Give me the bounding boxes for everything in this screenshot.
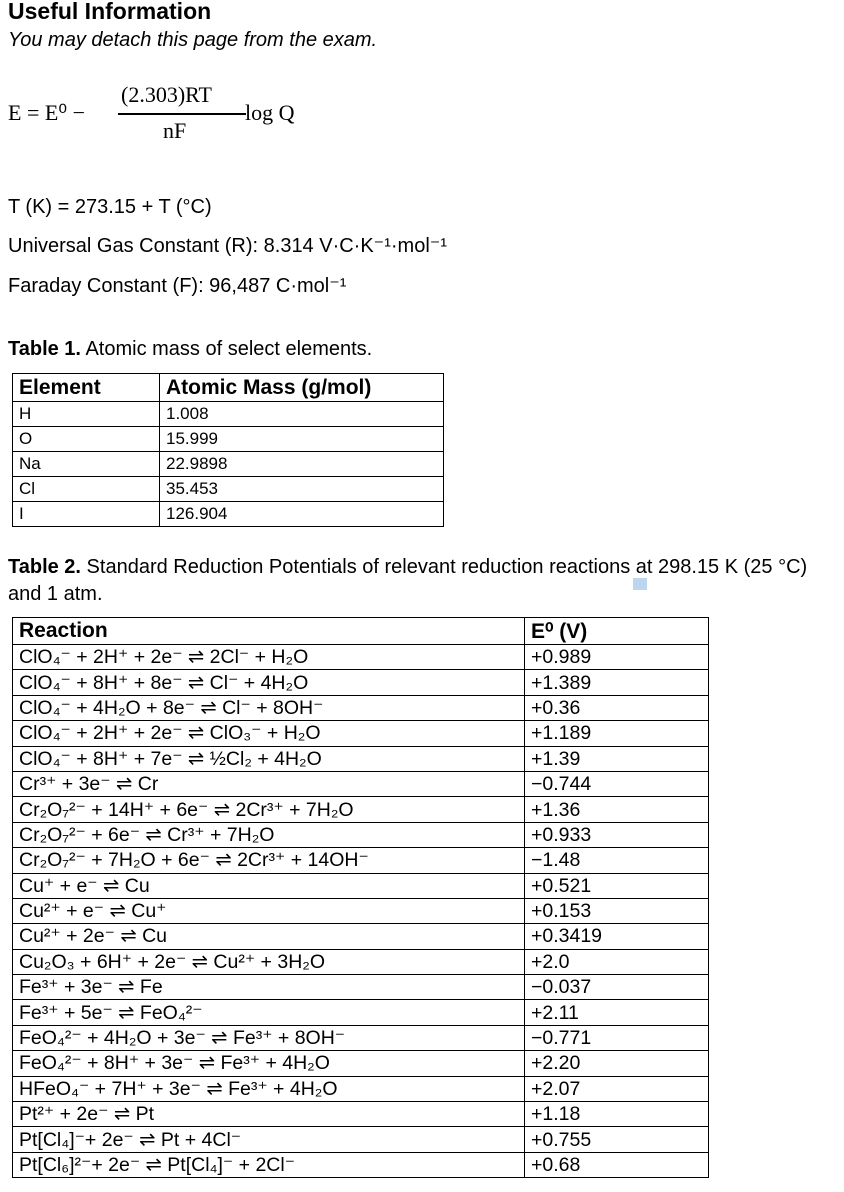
reduction-table-body bbox=[13, 645, 709, 1178]
column-header-atomic-mass: Atomic Mass (g/mol) bbox=[160, 374, 444, 402]
table-row bbox=[13, 427, 444, 452]
table-row bbox=[13, 502, 444, 527]
potential-cell: +0.989 bbox=[525, 645, 709, 670]
potential-cell: +1.389 bbox=[525, 670, 709, 695]
table-row bbox=[13, 848, 709, 873]
potential-cell: +0.36 bbox=[525, 695, 709, 720]
element-cell: Na bbox=[13, 452, 160, 477]
reaction-cell: Pt[Cl₄]⁻+ 2e⁻ ⇌ Pt + 4Cl⁻ bbox=[13, 1127, 525, 1152]
potential-cell: +1.39 bbox=[525, 746, 709, 771]
potential-cell: +0.68 bbox=[525, 1152, 709, 1177]
element-cell: Cl bbox=[13, 477, 160, 502]
potential-cell: +2.07 bbox=[525, 1076, 709, 1101]
table-row bbox=[13, 898, 709, 923]
reaction-cell: ClO₄⁻ + 4H₂O + 8e⁻ ⇌ Cl⁻ + 8OH⁻ bbox=[13, 695, 525, 720]
potential-cell: −0.744 bbox=[525, 771, 709, 796]
reaction-cell: Fe³⁺ + 5e⁻ ⇌ FeO₄²⁻ bbox=[13, 1000, 525, 1025]
potential-cell: +0.521 bbox=[525, 873, 709, 898]
reaction-cell: Fe³⁺ + 3e⁻ ⇌ Fe bbox=[13, 975, 525, 1000]
page-subtitle: You may detach this page from the exam. bbox=[8, 29, 378, 51]
equation-log-term: log Q bbox=[245, 100, 295, 125]
potential-cell: +2.11 bbox=[525, 1000, 709, 1025]
mass-cell: 15.999 bbox=[160, 427, 444, 452]
table2-caption-label: Table 2. bbox=[8, 556, 81, 578]
reaction-cell: FeO₄²⁻ + 4H₂O + 3e⁻ ⇌ Fe³⁺ + 8OH⁻ bbox=[13, 1025, 525, 1050]
reduction-potentials-table bbox=[12, 617, 709, 1178]
mass-cell: 22.9898 bbox=[160, 452, 444, 477]
column-header-reaction: Reaction bbox=[13, 618, 525, 645]
table-row bbox=[13, 1102, 709, 1127]
column-header-e0: E⁰ (V) bbox=[525, 618, 709, 645]
table-row bbox=[13, 873, 709, 898]
table1-caption-label: Table 1. bbox=[8, 338, 81, 360]
equation-denominator: nF bbox=[163, 118, 187, 143]
reaction-cell: HFeO₄⁻ + 7H⁺ + 3e⁻ ⇌ Fe³⁺ + 4H₂O bbox=[13, 1076, 525, 1101]
table2-caption-text: Standard Reduction Potentials of relevant reduction reactions at 298.15 K (25 °C) and 1 atm. bbox=[8, 556, 808, 605]
potential-cell: −0.037 bbox=[525, 975, 709, 1000]
atomic-mass-table bbox=[12, 373, 444, 527]
table1-caption bbox=[8, 338, 372, 361]
temperature-conversion: T (K) = 273.15 + T (°C) bbox=[8, 196, 212, 218]
table-row bbox=[13, 1127, 709, 1152]
table-row bbox=[13, 924, 709, 949]
fraction-bar bbox=[118, 113, 246, 115]
potential-cell: +0.755 bbox=[525, 1127, 709, 1152]
potential-cell: +2.0 bbox=[525, 949, 709, 974]
cursor-highlight-marker bbox=[633, 578, 647, 590]
potential-cell: +1.36 bbox=[525, 797, 709, 822]
column-header-element: Element bbox=[13, 374, 160, 402]
table-row bbox=[13, 402, 444, 427]
table-row bbox=[13, 1025, 709, 1050]
table-row bbox=[13, 477, 444, 502]
reaction-cell: Pt²⁺ + 2e⁻ ⇌ Pt bbox=[13, 1102, 525, 1127]
gas-constant: Universal Gas Constant (R): 8.314 V·C·K⁻¹·mol⁻¹ bbox=[8, 235, 448, 257]
table1-caption-text: Atomic mass of select elements. bbox=[81, 338, 373, 360]
nernst-equation bbox=[8, 80, 338, 150]
potential-cell: −1.48 bbox=[525, 848, 709, 873]
equation-numerator: (2.303)RT bbox=[121, 82, 212, 107]
potential-cell: +1.18 bbox=[525, 1102, 709, 1127]
element-cell: H bbox=[13, 402, 160, 427]
potential-cell: +2.20 bbox=[525, 1051, 709, 1076]
element-cell: I bbox=[13, 502, 160, 527]
potential-cell: +0.933 bbox=[525, 822, 709, 847]
reaction-cell: ClO₄⁻ + 2H⁺ + 2e⁻ ⇌ 2Cl⁻ + H₂O bbox=[13, 645, 525, 670]
table-row bbox=[13, 949, 709, 974]
reaction-cell: Cu²⁺ + 2e⁻ ⇌ Cu bbox=[13, 924, 525, 949]
reaction-cell: Cr₂O₇²⁻ + 14H⁺ + 6e⁻ ⇌ 2Cr³⁺ + 7H₂O bbox=[13, 797, 525, 822]
table-row bbox=[13, 797, 709, 822]
table-header-row bbox=[13, 374, 444, 402]
potential-cell: +1.189 bbox=[525, 721, 709, 746]
reaction-cell: Cr₂O₇²⁻ + 6e⁻ ⇌ Cr³⁺ + 7H₂O bbox=[13, 822, 525, 847]
mass-cell: 126.904 bbox=[160, 502, 444, 527]
reaction-cell: Cu²⁺ + e⁻ ⇌ Cu⁺ bbox=[13, 898, 525, 923]
table-row bbox=[13, 721, 709, 746]
element-cell: O bbox=[13, 427, 160, 452]
reaction-cell: Cr₂O₇²⁻ + 7H₂O + 6e⁻ ⇌ 2Cr³⁺ + 14OH⁻ bbox=[13, 848, 525, 873]
table-row bbox=[13, 645, 709, 670]
table-row bbox=[13, 452, 444, 477]
table-row bbox=[13, 746, 709, 771]
table-row bbox=[13, 822, 709, 847]
table-row bbox=[13, 695, 709, 720]
reaction-cell: ClO₄⁻ + 8H⁺ + 8e⁻ ⇌ Cl⁻ + 4H₂O bbox=[13, 670, 525, 695]
table-header-row bbox=[13, 618, 709, 645]
table-row bbox=[13, 975, 709, 1000]
reaction-cell: Cu⁺ + e⁻ ⇌ Cu bbox=[13, 873, 525, 898]
table-row bbox=[13, 670, 709, 695]
table-row bbox=[13, 1051, 709, 1076]
mass-cell: 35.453 bbox=[160, 477, 444, 502]
reaction-cell: FeO₄²⁻ + 8H⁺ + 3e⁻ ⇌ Fe³⁺ + 4H₂O bbox=[13, 1051, 525, 1076]
table-row bbox=[13, 1076, 709, 1101]
potential-cell: +0.153 bbox=[525, 898, 709, 923]
equation-lhs: E = E⁰ − bbox=[8, 100, 86, 125]
reaction-cell: Cr³⁺ + 3e⁻ ⇌ Cr bbox=[13, 771, 525, 796]
potential-cell: −0.771 bbox=[525, 1025, 709, 1050]
reaction-cell: ClO₄⁻ + 2H⁺ + 2e⁻ ⇌ ClO₃⁻ + H₂O bbox=[13, 721, 525, 746]
table2-caption bbox=[8, 554, 838, 608]
table-row bbox=[13, 1000, 709, 1025]
page-title: Useful Information bbox=[8, 0, 212, 24]
reaction-cell: Cu₂O₃ + 6H⁺ + 2e⁻ ⇌ Cu²⁺ + 3H₂O bbox=[13, 949, 525, 974]
table-row bbox=[13, 1152, 709, 1177]
faraday-constant: Faraday Constant (F): 96,487 C·mol⁻¹ bbox=[8, 275, 347, 297]
reaction-cell: ClO₄⁻ + 8H⁺ + 7e⁻ ⇌ ½Cl₂ + 4H₂O bbox=[13, 746, 525, 771]
mass-cell: 1.008 bbox=[160, 402, 444, 427]
potential-cell: +0.3419 bbox=[525, 924, 709, 949]
table-row bbox=[13, 771, 709, 796]
reaction-cell: Pt[Cl₆]²⁻+ 2e⁻ ⇌ Pt[Cl₄]⁻ + 2Cl⁻ bbox=[13, 1152, 525, 1177]
